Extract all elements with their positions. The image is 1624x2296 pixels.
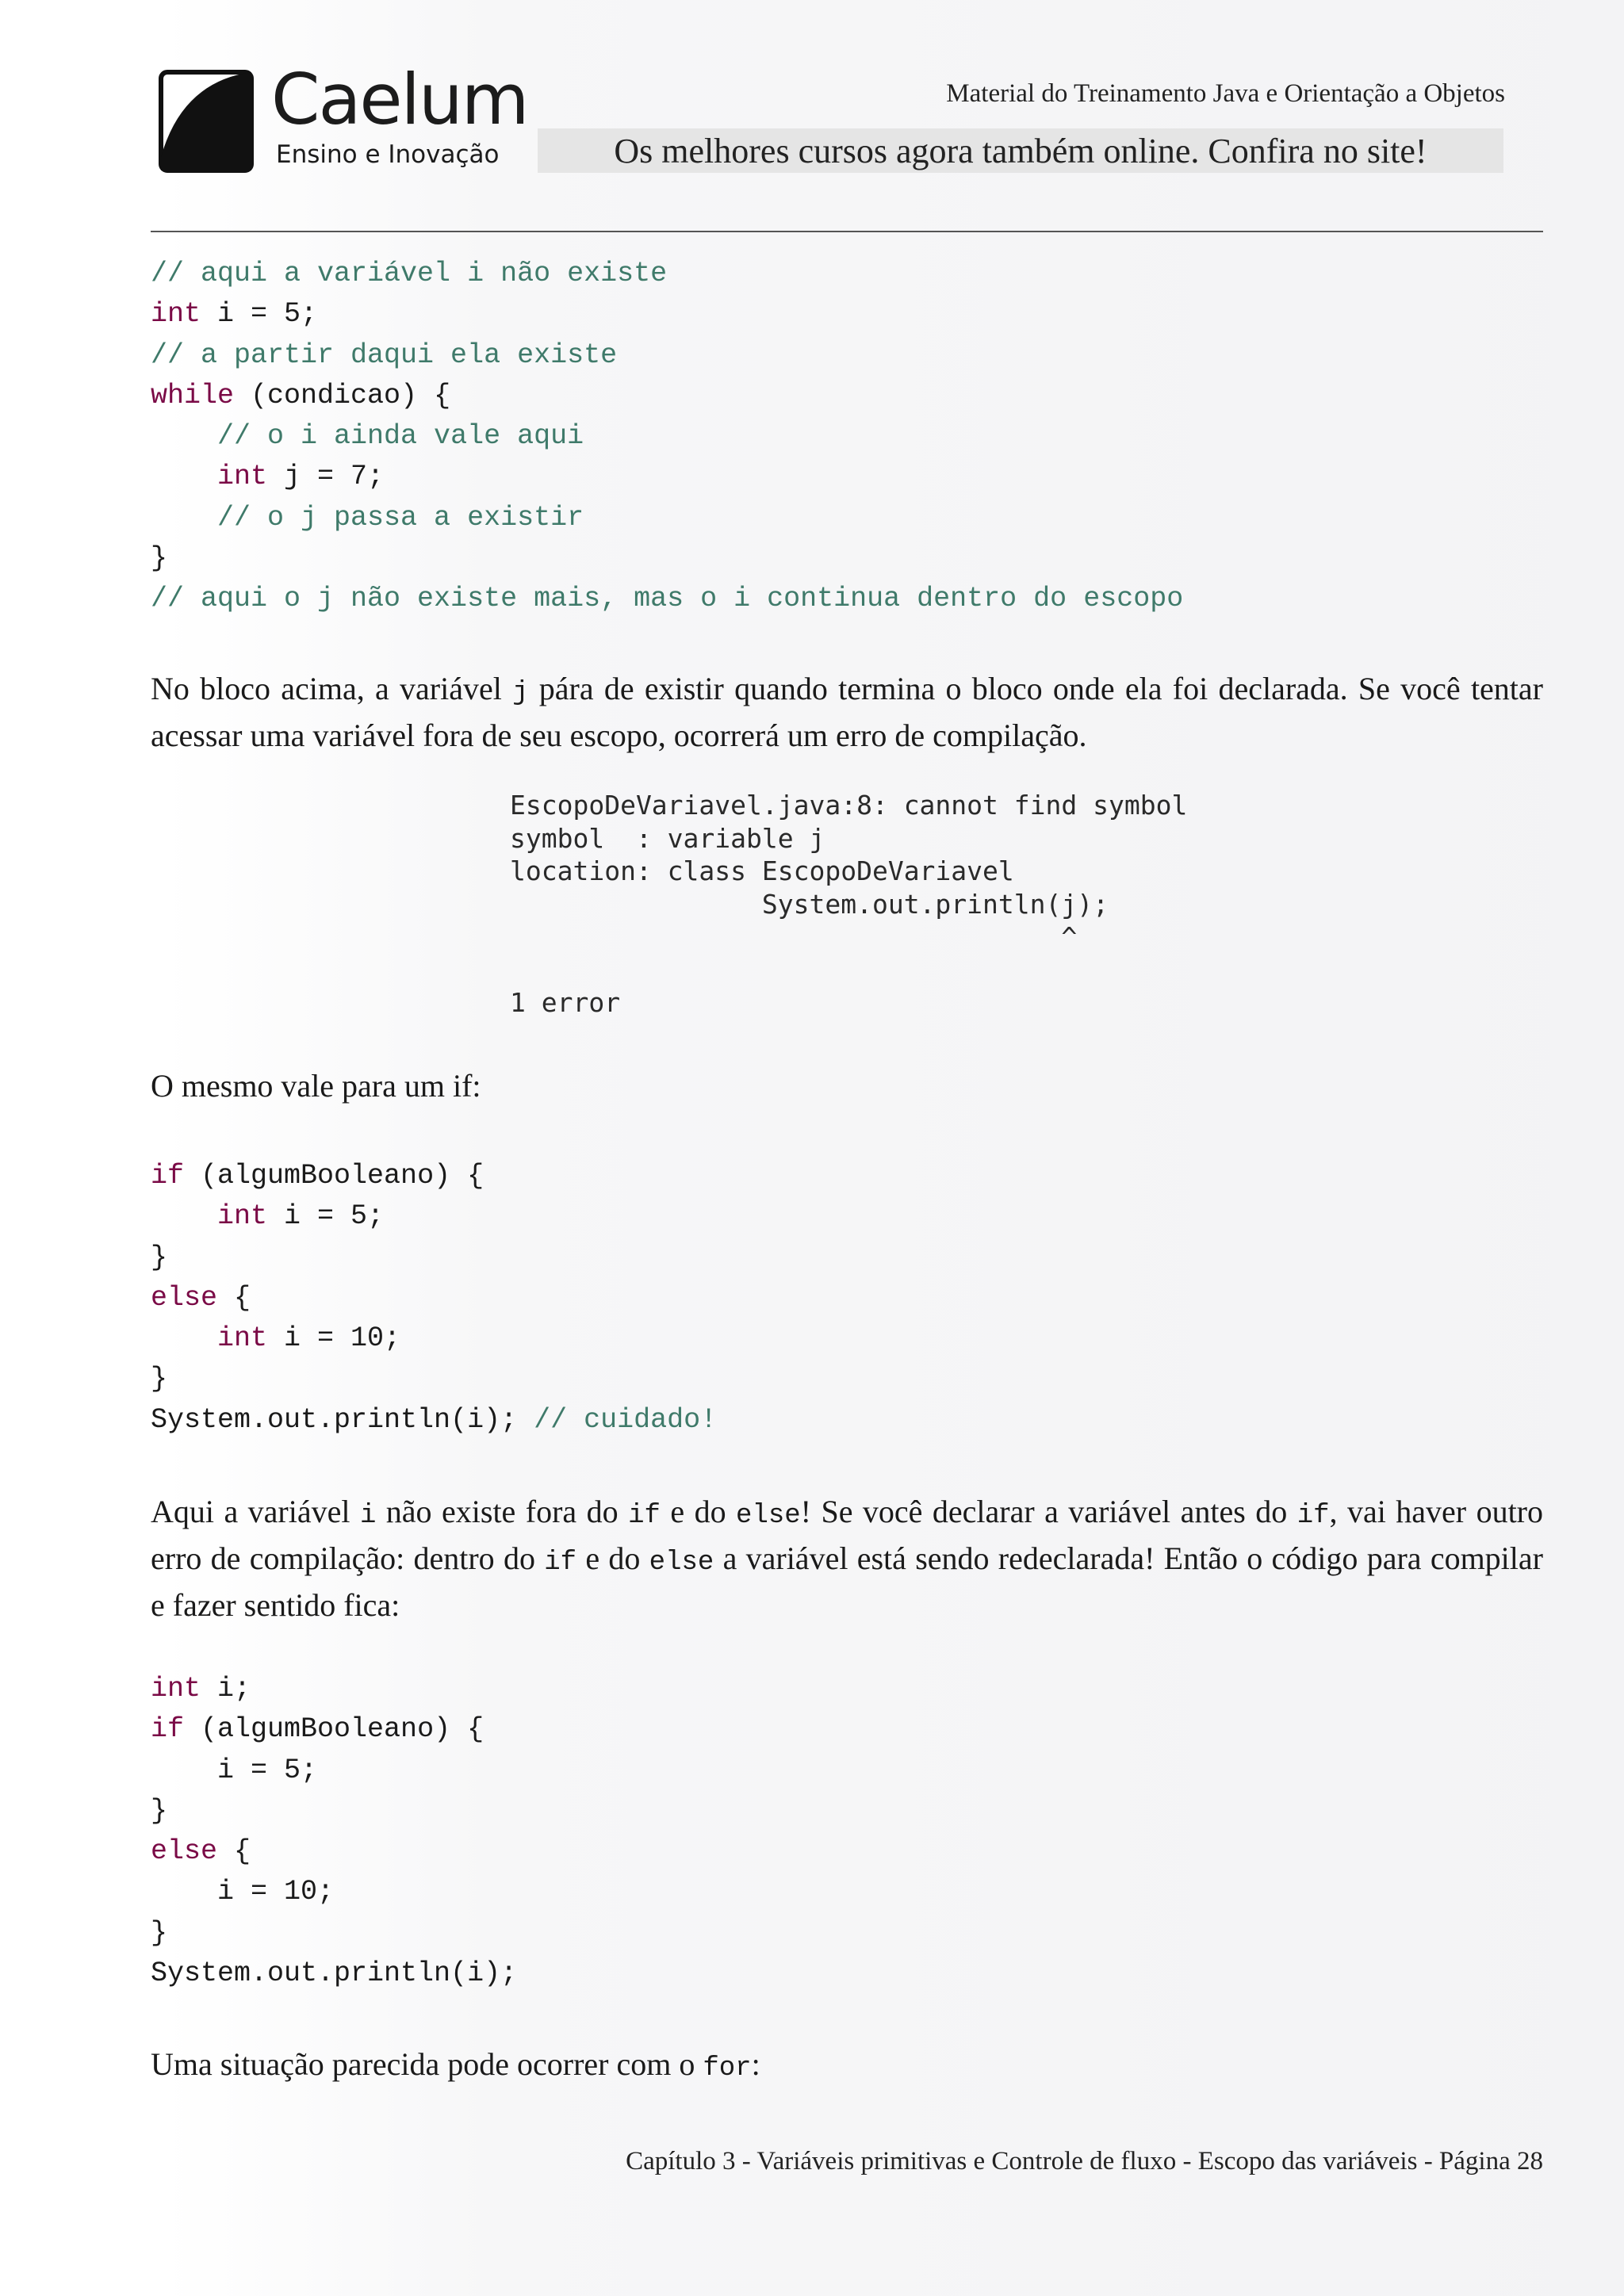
code-line	[151, 1791, 517, 1831]
code-line	[151, 1872, 517, 1912]
page-header	[0, 0, 1624, 238]
paragraph-if-else-explanation	[151, 1490, 1543, 1627]
code-text	[151, 1322, 217, 1354]
code-line	[151, 1238, 717, 1278]
code-text: {	[217, 1281, 251, 1314]
code-line	[151, 1669, 517, 1709]
code-line	[151, 1400, 717, 1441]
code-line	[151, 1709, 517, 1750]
code-line	[151, 1954, 517, 1994]
code-comment: // o i ainda vale aqui	[217, 420, 584, 453]
code-text	[151, 1200, 217, 1232]
code-text: i = 10;	[267, 1322, 401, 1355]
code-keyword: while	[151, 379, 235, 411]
svg-text:*: *	[170, 75, 180, 99]
code-text: }	[151, 1916, 168, 1949]
promo-banner: Os melhores cursos agora também online. Confira no site!	[538, 128, 1503, 173]
compiler-error-output	[510, 789, 1187, 1020]
code-line	[151, 254, 1183, 294]
code-line	[151, 1196, 717, 1237]
error-line: 1 error	[510, 987, 621, 1018]
code-text: }	[151, 1363, 168, 1395]
code-line	[151, 1831, 517, 1872]
paragraph-text: pára de existir quando termina o bloco onde ela foi declarada. Se você tentar acessar uma variável fora de seu escopo, ocorrerá um erro de compilação.	[151, 671, 1543, 753]
page-footer: Capítulo 3 - Variáveis primitivas e Controle de fluxo - Escopo das variáveis - Página 28	[626, 2147, 1543, 2175]
error-line: ^	[510, 921, 1078, 952]
error-line: System.out.println(j);	[510, 888, 1109, 920]
code-keyword: int	[217, 461, 268, 493]
paragraph-text: não existe fora do	[376, 1494, 629, 1529]
paragraph-text: Aqui a variável	[151, 1494, 360, 1529]
inline-code: for	[703, 2053, 752, 2084]
paragraph-text: O mesmo vale para um if:	[151, 1068, 481, 1104]
paragraph-text: No bloco acima, a variável	[151, 671, 513, 706]
code-text	[151, 420, 217, 452]
inline-code: if	[544, 1548, 577, 1578]
inline-code: else	[649, 1548, 714, 1578]
code-text: }	[151, 1241, 168, 1273]
code-text: {	[217, 1835, 251, 1868]
code-text: System.out.println(i);	[151, 1957, 518, 1990]
code-text	[151, 461, 217, 492]
paragraph-if-intro	[151, 1065, 1543, 1108]
inline-code: if	[628, 1501, 661, 1531]
code-keyword: if	[151, 1160, 185, 1192]
paragraph-text: a variável está sendo redeclarada! Então o código para compilar e fazer sentido fica:	[151, 1540, 1543, 1623]
error-line	[510, 954, 1187, 987]
code-text: j = 7;	[267, 461, 385, 493]
paragraph-text: e do	[660, 1494, 737, 1529]
code-text: }	[151, 1794, 168, 1827]
inline-code: else	[736, 1501, 801, 1531]
code-line	[151, 1318, 717, 1359]
error-line: location: class EscopoDeVariavel	[510, 855, 1014, 886]
code-line	[151, 294, 1183, 335]
code-keyword: if	[151, 1713, 185, 1746]
code-text	[151, 502, 217, 534]
caelum-logo-icon	[159, 70, 254, 173]
code-text: System.out.println(i);	[151, 1403, 534, 1436]
code-text: (algumBooleano) {	[184, 1160, 485, 1192]
error-line: symbol : variable j	[510, 822, 825, 854]
code-text: i = 5;	[201, 298, 318, 331]
code-text: i = 10;	[151, 1876, 335, 1908]
code-text: i;	[201, 1673, 251, 1705]
code-line	[151, 416, 1183, 457]
material-title: Material do Treinamento Java e Orientação a Objetos	[946, 79, 1505, 108]
header-divider	[151, 231, 1543, 232]
caelum-logo	[155, 59, 528, 177]
code-line	[151, 335, 1183, 376]
code-keyword: int	[151, 298, 201, 331]
paragraph-scope-explanation	[151, 668, 1543, 757]
code-text: (algumBooleano) {	[184, 1713, 485, 1746]
paragraph-for-intro	[151, 2043, 1543, 2090]
code-line	[151, 498, 1183, 538]
paragraph-text: ! Se você declarar a variável antes do	[800, 1494, 1297, 1529]
logo-tagline: Ensino e Inovação	[276, 140, 500, 169]
code-comment: // a partir daqui ela existe	[151, 339, 618, 371]
inline-code: j	[512, 678, 529, 708]
code-comment: // aqui o j não existe mais, mas o i continua dentro do escopo	[151, 583, 1184, 615]
inline-code: i	[359, 1501, 377, 1531]
code-line	[151, 538, 1183, 579]
code-text: i = 5;	[267, 1200, 385, 1233]
code-line	[151, 1913, 517, 1954]
code-line	[151, 376, 1183, 416]
code-keyword: int	[217, 1200, 268, 1233]
code-keyword: int	[151, 1673, 201, 1705]
code-block-if-else	[151, 1156, 717, 1441]
code-keyword: else	[151, 1281, 218, 1314]
code-keyword: else	[151, 1835, 218, 1868]
code-comment: // cuidado!	[534, 1403, 718, 1436]
code-line	[151, 1156, 717, 1196]
error-line: EscopoDeVariavel.java:8: cannot find symbol	[510, 790, 1188, 821]
code-line	[151, 457, 1183, 497]
code-line	[151, 1751, 517, 1791]
paragraph-text: , vai haver outro erro de compilação: dentro do	[151, 1494, 1544, 1576]
code-block-while-scope	[151, 254, 1183, 620]
code-comment: // aqui a variável i não existe	[151, 258, 668, 289]
code-line	[151, 1359, 717, 1399]
paragraph-text: :	[751, 2046, 760, 2082]
code-keyword: int	[217, 1322, 268, 1355]
code-line	[151, 1278, 717, 1318]
logo-name: Caelum	[271, 59, 528, 140]
paragraph-text: e do	[576, 1540, 649, 1576]
code-text: }	[151, 542, 168, 575]
code-comment: // o j passa a existir	[217, 501, 584, 534]
code-line	[151, 579, 1183, 619]
inline-code: if	[1297, 1501, 1330, 1531]
code-text: (condicao) {	[234, 379, 451, 411]
code-text: i = 5;	[151, 1754, 318, 1786]
code-block-if-else-fixed	[151, 1669, 517, 1994]
paragraph-text: Uma situação parecida pode ocorrer com o	[151, 2046, 703, 2082]
